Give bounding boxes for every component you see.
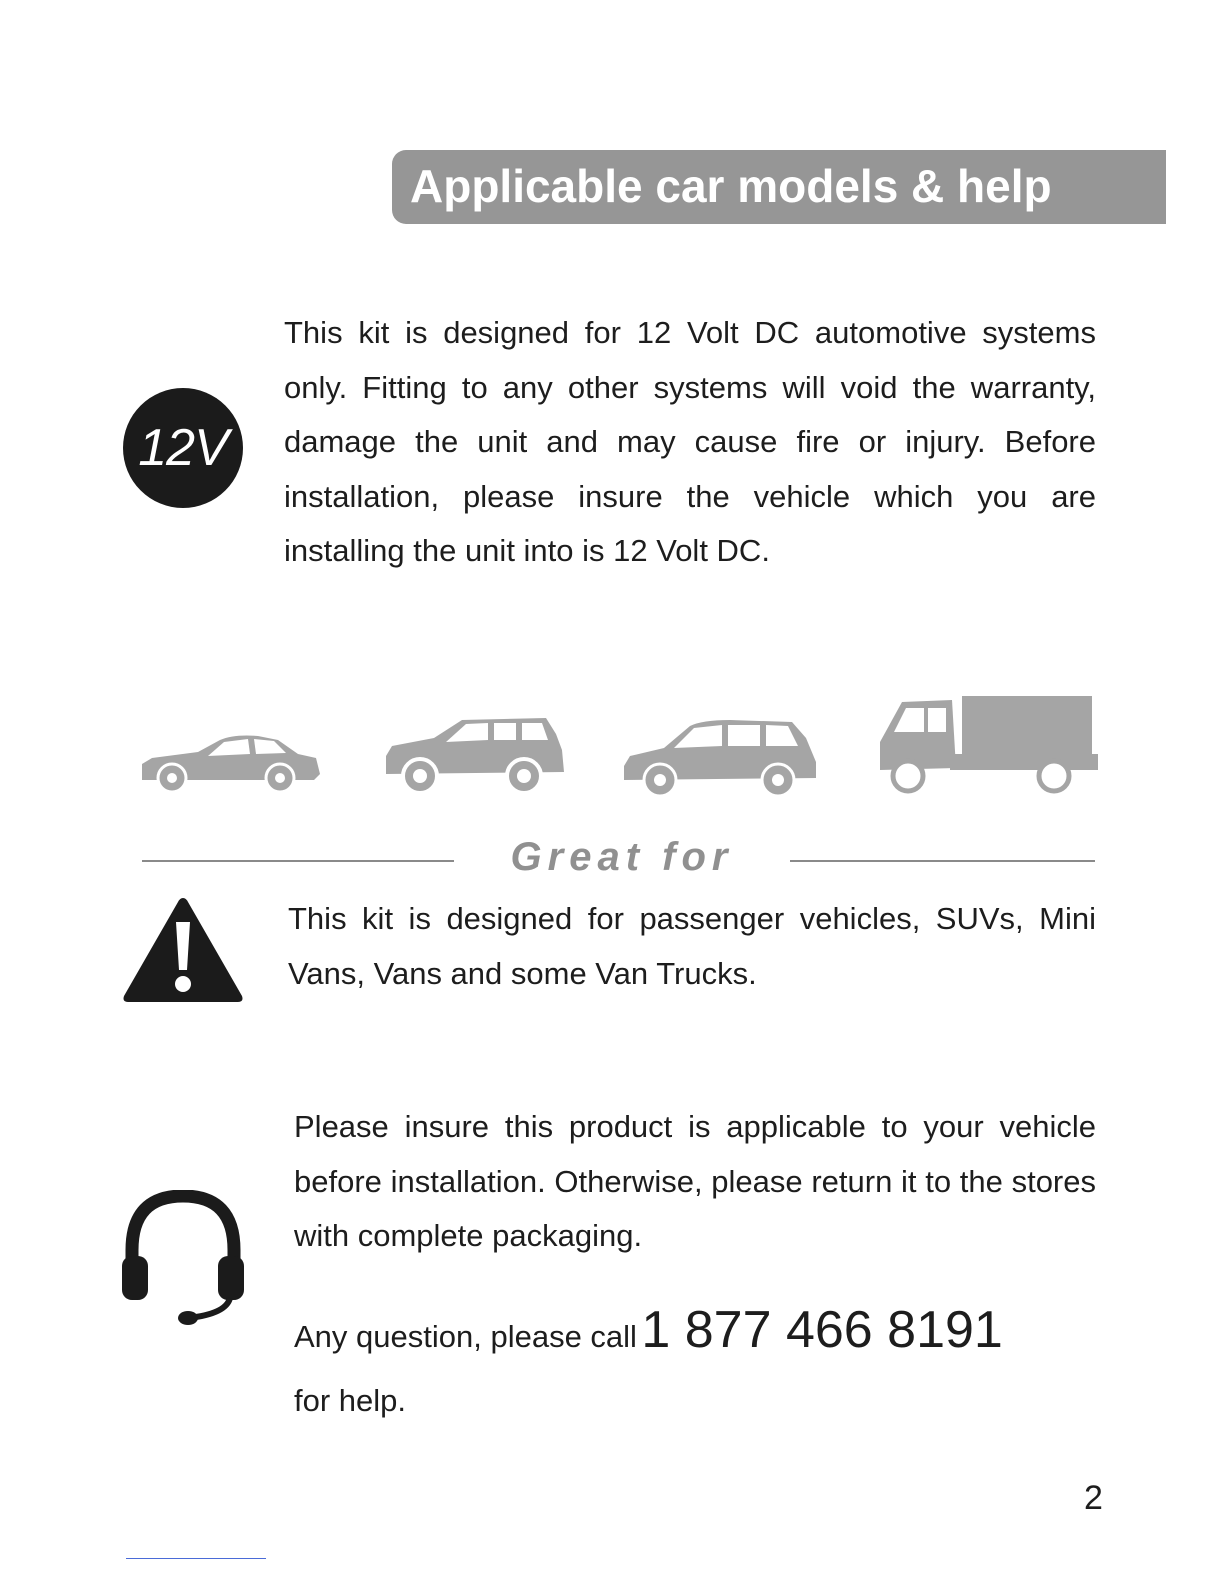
footer-rule [126,1558,266,1559]
minivan-icon [620,716,820,796]
vehicle-types-text: This kit is designed for passenger vehicles, SUVs, Mini Vans, Vans and some Van Trucks. [288,901,1096,991]
van-truck-icon [876,694,1100,798]
header-bar [392,150,1166,224]
phone-number: 1 877 466 8191 [641,1301,1003,1359]
help-call-suffix: for help. [294,1383,407,1418]
headset-icon [118,1190,248,1330]
sedan-icon [138,728,322,796]
page-title: Applicable car models & help [410,160,1052,212]
warning-icon [122,896,244,1004]
page-number: 2 [1084,1479,1103,1517]
help-call-line [294,1300,1096,1360]
12v-badge-icon: 12V [123,388,243,508]
divider-left [142,860,454,862]
applicability-text: Please insure this product is applicable to your vehicle before installation. Otherwise, please return it to the stores with complete packaging. [294,1109,1096,1253]
voltage-warning-text: This kit is designed for 12 Volt DC automotive systems only. Fitting to any other systems will void the warranty, damage the unit and may cause fire or injury. Before installation, please insure the vehicle which you are installing the unit into is 12 Volt DC. [284,315,1096,568]
divider-right [790,860,1095,862]
suv-icon [384,712,568,796]
section-label: Great for [510,835,734,879]
help-call-prefix: Any question, please call [294,1319,637,1354]
